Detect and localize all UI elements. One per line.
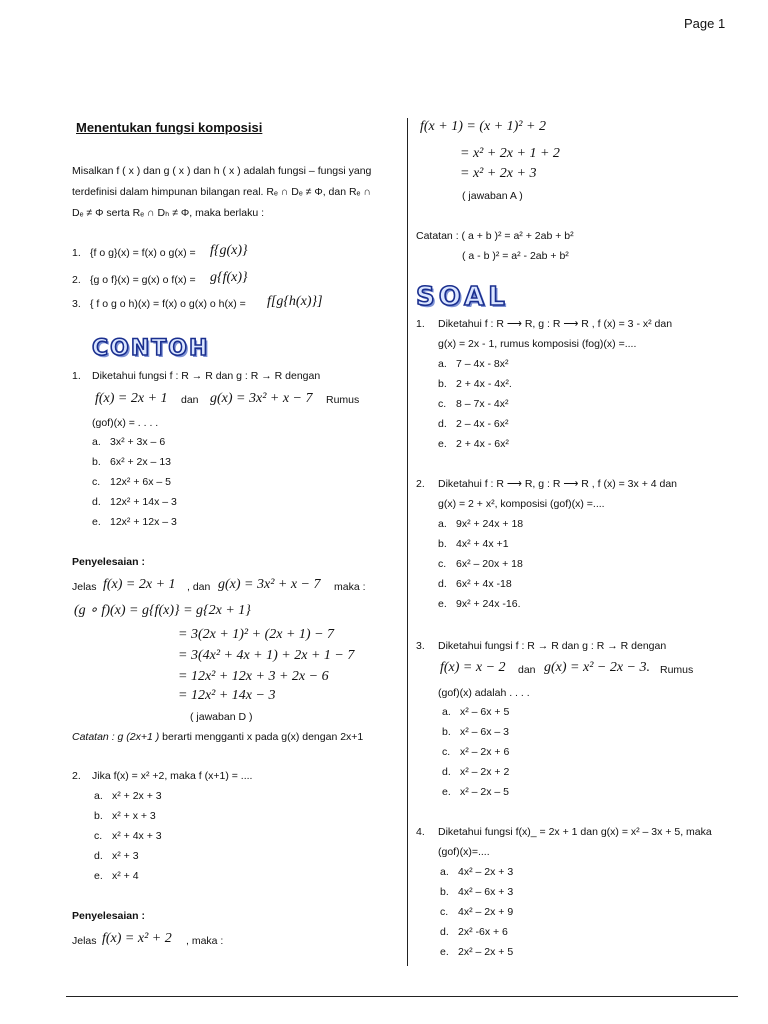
- soal-2-line-1: Diketahui f : R ⟶ R, g : R ⟶ R , f (x) = 3x + 4 dan: [438, 478, 678, 490]
- continuation-answer: ( jawaban A ): [462, 190, 523, 202]
- soal-1-num: 1.: [416, 318, 425, 330]
- intro-line-3: Dₑ ≠ Φ serta Rₑ ∩ Dₕ ≠ Φ, maka berlaku :: [72, 207, 265, 219]
- rule-3-text: { f o g o h)(x) = f(x) o g(x) o h(x) =: [90, 298, 246, 310]
- soal-4-option-e: e. 2x² – 2x + 5: [440, 946, 514, 958]
- intro-line-1: Misalkan f ( x ) dan g ( x ) dan h ( x ) adalah fungsi – fungsi yang: [72, 165, 372, 177]
- soal-3-gx: g(x) = x² − 2x − 3.: [544, 660, 651, 675]
- soal-1-option-d: d. 2 – 4x - 6x²: [438, 418, 509, 430]
- page-number: Page 1: [684, 16, 726, 31]
- example-1-option-a: a. 3x² + 3x – 6: [92, 436, 166, 448]
- solution-1-step-4: = 12x² + 12x + 3 + 2x − 6: [178, 669, 329, 684]
- soal-3-line-1: Diketahui fungsi f : R → R dan g : R → R dengan: [438, 640, 667, 652]
- solution-1-answer: ( jawaban D ): [190, 711, 253, 723]
- soal-3-option-a: a. x² – 6x + 5: [442, 706, 510, 718]
- example-2-num: 2.: [72, 770, 81, 782]
- continuation-step-1: f(x + 1) = (x + 1)² + 2: [420, 119, 546, 134]
- soal-1-line-2: g(x) = 2x - 1, rumus komposisi (fog)(x) =....: [438, 338, 637, 350]
- soal-2-option-e: e. 9x² + 24x -16.: [438, 598, 521, 610]
- soal-3-option-e: e. x² – 2x – 5: [442, 786, 510, 798]
- soal-1-option-c: c. 8 – 7x - 4x²: [438, 398, 509, 410]
- example-1-num: 1.: [72, 370, 81, 382]
- soal-2-option-d: d. 6x² + 4x -18: [438, 578, 512, 590]
- example-2-option-d: d. x² + 3: [94, 850, 139, 862]
- example-2-option-b: b. x² + x + 3: [94, 810, 156, 822]
- soal-2-num: 2.: [416, 478, 425, 490]
- example-1-dan: dan: [181, 394, 199, 406]
- soal-2-option-c: c. 6x² – 20x + 18: [438, 558, 523, 570]
- rule-1-text: {f o g}(x) = f(x) o g(x) =: [90, 247, 196, 259]
- catatan-identity-2: ( a - b )² = a² - 2ab + b²: [462, 250, 569, 262]
- solution-1-step-1: (g ∘ f)(x) = g{f(x)} = g{2x + 1}: [74, 603, 251, 618]
- solution-2-fx: f(x) = x² + 2: [102, 931, 172, 946]
- soal-3-line-3: (gof)(x) adalah . . . .: [438, 687, 530, 699]
- soal-4-option-d: d. 2x² -6x + 6: [440, 926, 508, 938]
- solution-2-maka: , maka :: [186, 935, 224, 947]
- soal-4-option-b: b. 4x² – 6x + 3: [440, 886, 514, 898]
- soal-3-option-c: c. x² – 2x + 6: [442, 746, 510, 758]
- soal-2-option-a: a. 9x² + 24x + 18: [438, 518, 524, 530]
- example-2-option-a: a. x² + 2x + 3: [94, 790, 162, 802]
- soal-banner: SOAL: [416, 282, 509, 312]
- solution-1-heading: Penyelesaian :: [72, 556, 145, 568]
- soal-4-line-1: Diketahui fungsi f(x)_ = 2x + 1 dan g(x) = x² – 3x + 5, maka: [438, 826, 712, 838]
- example-2-question: Jika f(x) = x² +2, maka f (x+1) = ....: [92, 770, 253, 782]
- solution-1-maka: maka :: [334, 581, 366, 593]
- example-1-rumus: Rumus: [326, 394, 360, 406]
- column-divider: [407, 118, 408, 966]
- rule-3-num: 3.: [72, 298, 81, 310]
- soal-3-num: 3.: [416, 640, 425, 652]
- rule-2-num: 2.: [72, 274, 81, 286]
- continuation-step-2: = x² + 2x + 1 + 2: [460, 146, 560, 161]
- soal-4-num: 4.: [416, 826, 425, 838]
- soal-4-option-c: c. 4x² – 2x + 9: [440, 906, 514, 918]
- example-1-option-b: b. 6x² + 2x – 13: [92, 456, 171, 468]
- solution-1-step-3: = 3(4x² + 4x + 1) + 2x + 1 − 7: [178, 648, 355, 663]
- solution-2-heading: Penyelesaian :: [72, 910, 145, 922]
- example-1-question: (gof)(x) = . . . .: [92, 417, 159, 429]
- example-1-fx: f(x) = 2x + 1: [95, 391, 168, 406]
- solution-1-step-2: = 3(2x + 1)² + (2x + 1) − 7: [178, 627, 335, 642]
- rule-2-math: g{f(x)}: [210, 270, 248, 285]
- example-2-option-c: c. x² + 4x + 3: [94, 830, 162, 842]
- soal-2-option-b: b. 4x² + 4x +1: [438, 538, 509, 550]
- soal-3-rumus: Rumus: [660, 664, 694, 676]
- example-1-option-c: c. 12x² + 6x – 5: [92, 476, 171, 488]
- soal-1-option-e: e. 2 + 4x - 6x²: [438, 438, 509, 450]
- rule-2-text: {g o f}(x) = g(x) o f(x) =: [90, 274, 196, 286]
- rule-1-num: 1.: [72, 247, 81, 259]
- example-1-option-d: d. 12x² + 14x – 3: [92, 496, 177, 508]
- example-1-option-e: e. 12x² + 12x – 3: [92, 516, 177, 528]
- intro-line-2: terdefinisi dalam himpunan bilangan real. Rₑ ∩ Dₑ ≠ Φ, dan Rₑ ∩: [72, 186, 371, 198]
- soal-1-line-1: Diketahui f : R ⟶ R, g : R ⟶ R , f (x) = 3 - x² dan: [438, 318, 673, 330]
- soal-2-line-2: g(x) = 2 + x², komposisi (gof)(x) =....: [438, 498, 605, 510]
- soal-3-option-d: d. x² – 2x + 2: [442, 766, 510, 778]
- example-1-gx: g(x) = 3x² + x − 7: [210, 391, 313, 406]
- rule-1-math: f{g(x)}: [210, 243, 248, 258]
- example-2-option-e: e. x² + 4: [94, 870, 139, 882]
- solution-1-step-5: = 12x² + 14x − 3: [178, 688, 276, 703]
- continuation-step-3: = x² + 2x + 3: [460, 166, 537, 181]
- soal-3-fx: f(x) = x − 2: [440, 660, 506, 675]
- solution-2-jelas: Jelas: [72, 935, 97, 947]
- soal-4-line-2: (gof)(x)=....: [438, 846, 490, 858]
- catatan-identity-1: Catatan : ( a + b )² = a² + 2ab + b²: [416, 230, 574, 242]
- contoh-banner: CONTOH: [92, 336, 210, 361]
- example-1-line-1: Diketahui fungsi f : R → R dan g : R → R dengan: [92, 370, 321, 382]
- catatan-note: Catatan : g (2x+1 ) berarti mengganti x pada g(x) dengan 2x+1: [72, 731, 364, 743]
- soal-1-option-b: b. 2 + 4x - 4x².: [438, 378, 512, 390]
- rule-3-math: f[g{h(x)}]: [267, 294, 323, 309]
- solution-1-jelas: Jelas: [72, 581, 97, 593]
- solution-1-gx: g(x) = 3x² + x − 7: [218, 577, 321, 592]
- soal-1-option-a: a. 7 – 4x - 8x²: [438, 358, 509, 370]
- footer-rule: [66, 996, 738, 997]
- solution-1-dan: , dan: [187, 581, 211, 593]
- section-title: Menentukan fungsi komposisi: [76, 120, 263, 135]
- soal-3-option-b: b. x² – 6x – 3: [442, 726, 510, 738]
- soal-4-option-a: a. 4x² – 2x + 3: [440, 866, 514, 878]
- soal-3-dan: dan: [518, 664, 536, 676]
- solution-1-fx: f(x) = 2x + 1: [103, 577, 176, 592]
